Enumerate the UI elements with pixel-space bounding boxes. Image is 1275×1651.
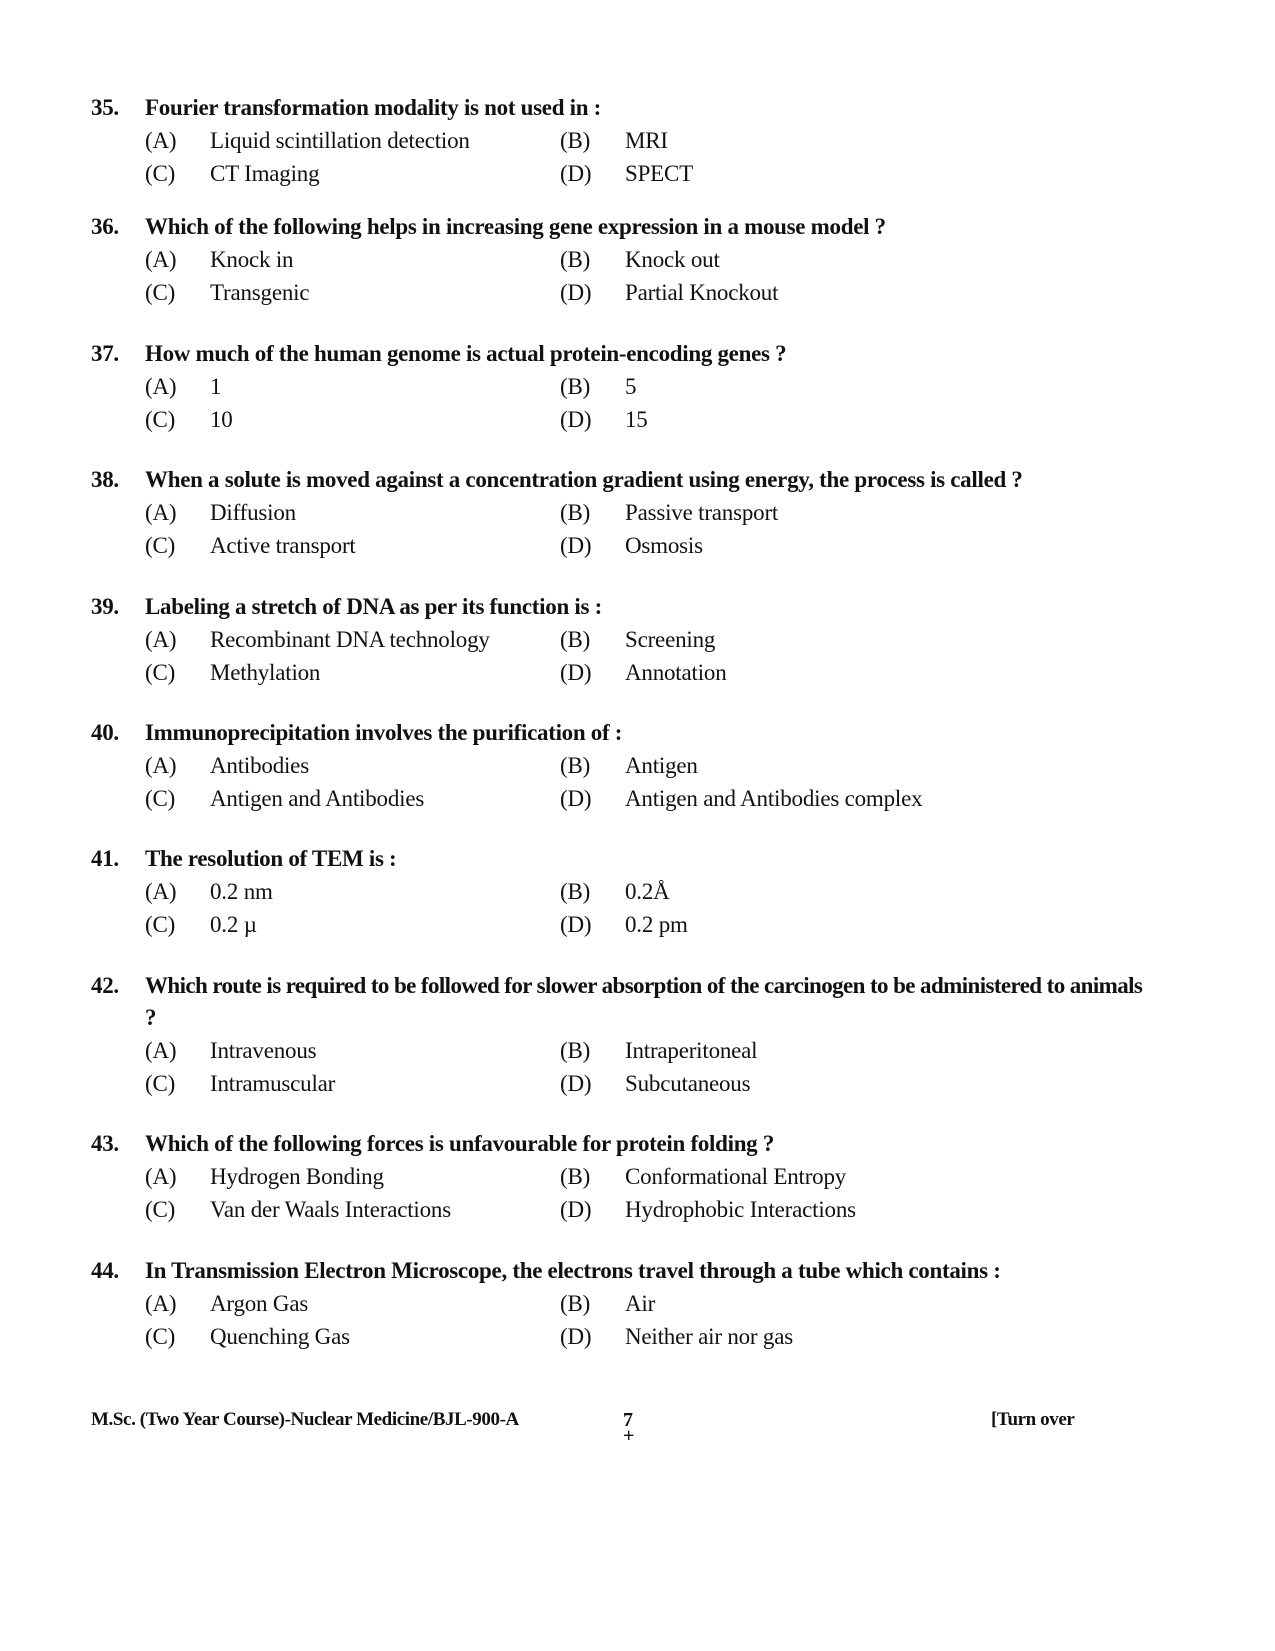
option-text: Quenching Gas — [210, 1324, 350, 1349]
question-text: Which route is required to be followed for slower absorption of the carcinogen to be administered to animals ? — [145, 973, 1143, 1030]
question-text: Immunoprecipitation involves the purification of : — [145, 720, 623, 745]
question-number: 39. — [91, 594, 119, 619]
question-stem — [91, 970, 1151, 1034]
option-key: (C) — [145, 280, 176, 305]
option-a — [145, 875, 560, 908]
option-key: (B) — [560, 1164, 591, 1189]
question-stem — [91, 1128, 1151, 1160]
options-grid — [145, 623, 1151, 689]
question-number: 42. — [91, 973, 119, 998]
option-c — [145, 1320, 560, 1353]
option-c — [145, 276, 560, 309]
option-key: (A) — [145, 627, 177, 652]
question-44 — [91, 1255, 1151, 1353]
option-text: Antigen and Antibodies — [210, 786, 425, 811]
option-key: (C) — [145, 1197, 176, 1222]
option-key: (D) — [560, 1324, 592, 1349]
option-text: 1 — [210, 374, 222, 399]
option-text: Methylation — [210, 660, 321, 685]
option-c — [145, 157, 560, 190]
options-grid — [145, 1160, 1151, 1226]
course-code: M.Sc. (Two Year Course)-Nuclear Medicine/BJL-900-A — [91, 1409, 519, 1430]
option-key: (B) — [560, 1038, 591, 1063]
option-key: (A) — [145, 1164, 177, 1189]
question-text: Fourier transformation modality is not used in : — [145, 95, 602, 120]
question-stem — [91, 211, 1151, 243]
option-b — [560, 875, 1080, 908]
option-key: (C) — [145, 1324, 176, 1349]
question-stem — [91, 338, 1151, 370]
options-grid — [145, 124, 1151, 190]
option-d — [560, 1320, 1080, 1353]
option-d — [560, 276, 1080, 309]
question-43 — [91, 1128, 1151, 1226]
option-key: (C) — [145, 912, 176, 937]
question-37 — [91, 338, 1151, 436]
question-stem — [91, 1255, 1151, 1287]
option-a — [145, 749, 560, 782]
question-number: 43. — [91, 1131, 119, 1156]
option-text: Passive transport — [625, 500, 779, 525]
option-d — [560, 1193, 1080, 1226]
question-number: 36. — [91, 214, 119, 239]
option-c — [145, 1193, 560, 1226]
option-text: 0.2 µ — [210, 912, 257, 937]
question-number: 40. — [91, 720, 119, 745]
option-text: Transgenic — [210, 280, 310, 305]
option-key: (D) — [560, 1071, 592, 1096]
option-text: Annotation — [625, 660, 727, 685]
option-text: Screening — [625, 627, 716, 652]
option-text: Intramuscular — [210, 1071, 336, 1096]
option-text: Conformational Entropy — [625, 1164, 847, 1189]
question-number: 37. — [91, 341, 119, 366]
option-d — [560, 782, 1080, 815]
option-key: (C) — [145, 161, 176, 186]
option-text: Knock in — [210, 247, 294, 272]
question-41 — [91, 843, 1151, 941]
option-text: Knock out — [625, 247, 720, 272]
option-text: Active transport — [210, 533, 356, 558]
option-d — [560, 403, 1080, 436]
option-text: 10 — [210, 407, 233, 432]
registration-mark: + — [623, 1425, 634, 1447]
question-40 — [91, 717, 1151, 815]
option-a — [145, 1287, 560, 1320]
option-key: (B) — [560, 374, 591, 399]
option-text: Antigen and Antibodies complex — [625, 786, 923, 811]
option-b — [560, 1287, 1080, 1320]
question-text: How much of the human genome is actual protein-encoding genes ? — [145, 341, 787, 366]
option-b — [560, 496, 1080, 529]
option-key: (B) — [560, 879, 591, 904]
options-grid — [145, 875, 1151, 941]
question-number: 44. — [91, 1258, 119, 1283]
option-text: Partial Knockout — [625, 280, 779, 305]
option-key: (D) — [560, 660, 592, 685]
options-grid — [145, 496, 1151, 562]
page-footer — [91, 1409, 1091, 1449]
option-a — [145, 243, 560, 276]
option-c — [145, 529, 560, 562]
option-b — [560, 370, 1080, 403]
option-b — [560, 623, 1080, 656]
option-text: Antigen — [625, 753, 698, 778]
option-key: (C) — [145, 1071, 176, 1096]
option-d — [560, 656, 1080, 689]
option-key: (D) — [560, 407, 592, 432]
option-key: (C) — [145, 660, 176, 685]
option-a — [145, 623, 560, 656]
question-35 — [91, 92, 1151, 190]
option-key: (B) — [560, 128, 591, 153]
option-d — [560, 908, 1080, 941]
option-b — [560, 1034, 1080, 1067]
option-key: (B) — [560, 627, 591, 652]
option-text: Recombinant DNA technology — [210, 627, 490, 652]
option-text: Air — [625, 1291, 656, 1316]
page-number: 7 — [623, 1409, 633, 1431]
option-key: (C) — [145, 407, 176, 432]
option-c — [145, 908, 560, 941]
question-text: When a solute is moved against a concentration gradient using energy, the process is called ? — [145, 467, 1023, 492]
option-c — [145, 1067, 560, 1100]
option-text: Osmosis — [625, 533, 703, 558]
question-stem — [91, 717, 1151, 749]
option-a — [145, 370, 560, 403]
question-stem — [91, 464, 1151, 496]
option-a — [145, 1034, 560, 1067]
option-a — [145, 1160, 560, 1193]
option-text: Subcutaneous — [625, 1071, 751, 1096]
question-stem — [91, 92, 1151, 124]
option-text: Diffusion — [210, 500, 296, 525]
option-text: CT Imaging — [210, 161, 320, 186]
question-42 — [91, 970, 1151, 1100]
option-text: Neither air nor gas — [625, 1324, 793, 1349]
option-text: MRI — [625, 128, 668, 153]
option-key: (D) — [560, 161, 592, 186]
option-text: Antibodies — [210, 753, 309, 778]
option-text: 15 — [625, 407, 648, 432]
option-key: (D) — [560, 1197, 592, 1222]
option-key: (B) — [560, 753, 591, 778]
option-key: (B) — [560, 1291, 591, 1316]
question-number: 35. — [91, 95, 119, 120]
option-key: (C) — [145, 786, 176, 811]
options-grid — [145, 370, 1151, 436]
question-text: Labeling a stretch of DNA as per its function is : — [145, 594, 602, 619]
option-text: 0.2 nm — [210, 879, 273, 904]
question-38 — [91, 464, 1151, 562]
option-key: (D) — [560, 786, 592, 811]
option-c — [145, 403, 560, 436]
option-d — [560, 1067, 1080, 1100]
option-text: 0.2Å — [625, 879, 670, 904]
question-number: 38. — [91, 467, 119, 492]
option-text: Intravenous — [210, 1038, 317, 1063]
option-key: (A) — [145, 374, 177, 399]
option-text: Intraperitoneal — [625, 1038, 758, 1063]
option-text: Hydrogen Bonding — [210, 1164, 384, 1189]
options-grid — [145, 243, 1151, 309]
option-text: 0.2 pm — [625, 912, 688, 937]
question-stem — [91, 591, 1151, 623]
options-grid — [145, 749, 1151, 815]
turn-over-note: [Turn over — [991, 1409, 1075, 1430]
option-c — [145, 782, 560, 815]
option-b — [560, 243, 1080, 276]
option-key: (A) — [145, 879, 177, 904]
options-grid — [145, 1287, 1151, 1353]
option-text: Liquid scintillation detection — [210, 128, 470, 153]
question-number: 41. — [91, 846, 119, 871]
option-key: (A) — [145, 1038, 177, 1063]
option-a — [145, 124, 560, 157]
option-key: (A) — [145, 753, 177, 778]
option-key: (A) — [145, 1291, 177, 1316]
option-text: SPECT — [625, 161, 694, 186]
option-a — [145, 496, 560, 529]
question-text: Which of the following helps in increasing gene expression in a mouse model ? — [145, 214, 886, 239]
option-key: (A) — [145, 128, 177, 153]
option-key: (C) — [145, 533, 176, 558]
option-key: (A) — [145, 500, 177, 525]
question-stem — [91, 843, 1151, 875]
option-text: Argon Gas — [210, 1291, 309, 1316]
option-b — [560, 749, 1080, 782]
option-key: (A) — [145, 247, 177, 272]
option-key: (B) — [560, 247, 591, 272]
option-c — [145, 656, 560, 689]
option-b — [560, 1160, 1080, 1193]
question-39 — [91, 591, 1151, 689]
option-key: (B) — [560, 500, 591, 525]
question-text: The resolution of TEM is : — [145, 846, 397, 871]
option-d — [560, 157, 1080, 190]
option-key: (D) — [560, 912, 592, 937]
question-text: Which of the following forces is unfavourable for protein folding ? — [145, 1131, 775, 1156]
option-key: (D) — [560, 280, 592, 305]
option-text: Van der Waals Interactions — [210, 1197, 451, 1222]
option-b — [560, 124, 1080, 157]
question-36 — [91, 211, 1151, 309]
question-text: In Transmission Electron Microscope, the electrons travel through a tube which contains : — [145, 1258, 1001, 1283]
option-text: Hydrophobic Interactions — [625, 1197, 856, 1222]
option-key: (D) — [560, 533, 592, 558]
option-d — [560, 529, 1080, 562]
options-grid — [145, 1034, 1151, 1100]
option-text: 5 — [625, 374, 637, 399]
